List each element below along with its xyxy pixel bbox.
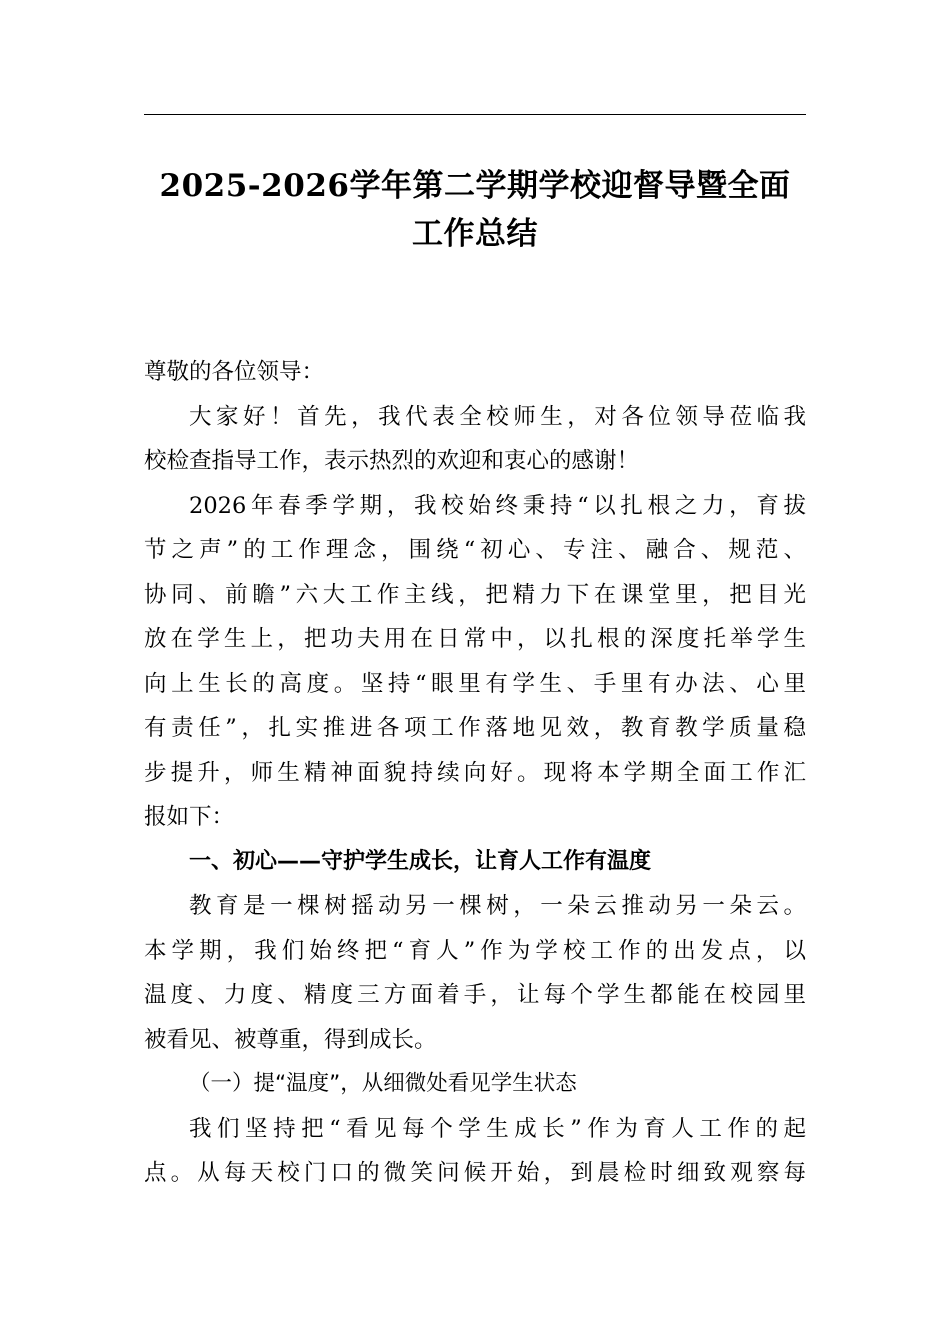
paragraph-line: 本学期，我们始终把“育人”作为学校工作的出发点，以 <box>144 937 806 964</box>
title-line-1: 2025-2026学年第二学期学校迎督导暨全面 <box>159 168 791 204</box>
header-rule <box>144 114 806 115</box>
paragraph-line: 大家好！首先，我代表全校师生，对各位领导莅临我 <box>189 403 806 430</box>
paragraph-line: 向上生长的高度。坚持“眼里有学生、手里有办法、心里 <box>144 670 806 697</box>
paragraph-line: 放在学生上，把功夫用在日常中，以扎根的深度托举学生 <box>144 626 806 652</box>
paragraph-line: 点。从每天校门口的微笑问候开始，到晨检时细致观察每 <box>144 1160 806 1186</box>
paragraph-overview <box>144 484 806 840</box>
paragraph-line: 校检查指导工作，表示热烈的欢迎和衷心的感谢！ <box>144 448 640 474</box>
paragraph-greeting <box>144 395 806 484</box>
title-line-2: 工作总结 <box>412 216 538 252</box>
subsection-heading-1: （一）提“温度”，从细微处看见学生状态 <box>189 1071 577 1096</box>
paragraph-section-1 <box>144 884 806 1062</box>
paragraph-line: 2026年春季学期，我校始终秉持“以扎根之力，育拔 <box>189 492 806 519</box>
paragraph-line: 温度、力度、精度三方面着手，让每个学生都能在校园里 <box>144 982 806 1008</box>
section-heading-1: 一、初心——守护学生成长，让育人工作有温度 <box>189 848 652 874</box>
paragraph-line: 协同、前瞻”六大工作主线，把精力下在课堂里，把目光 <box>144 581 806 608</box>
paragraph-line: 报如下： <box>144 804 235 830</box>
salutation: 尊敬的各位领导： <box>144 359 325 385</box>
paragraph-line: 被看见、被尊重，得到成长。 <box>144 1026 437 1053</box>
paragraph-line: 节之声”的工作理念，围绕“初心、专注、融合、规范、 <box>144 537 806 563</box>
paragraph-line: 教育是一棵树摇动另一棵树，一朵云推动另一朵云。 <box>189 893 806 919</box>
paragraph-subsection-1 <box>144 1107 806 1196</box>
document-title <box>144 162 806 258</box>
paragraph-line: 步提升，师生精神面貌持续向好。现将本学期全面工作汇 <box>144 759 806 786</box>
paragraph-line: 我们坚持把“看见每个学生成长”作为育人工作的起 <box>189 1115 806 1142</box>
paragraph-line: 有责任”，扎实推进各项工作落地见效，教育教学质量稳 <box>144 715 806 741</box>
document-body <box>144 350 806 1196</box>
